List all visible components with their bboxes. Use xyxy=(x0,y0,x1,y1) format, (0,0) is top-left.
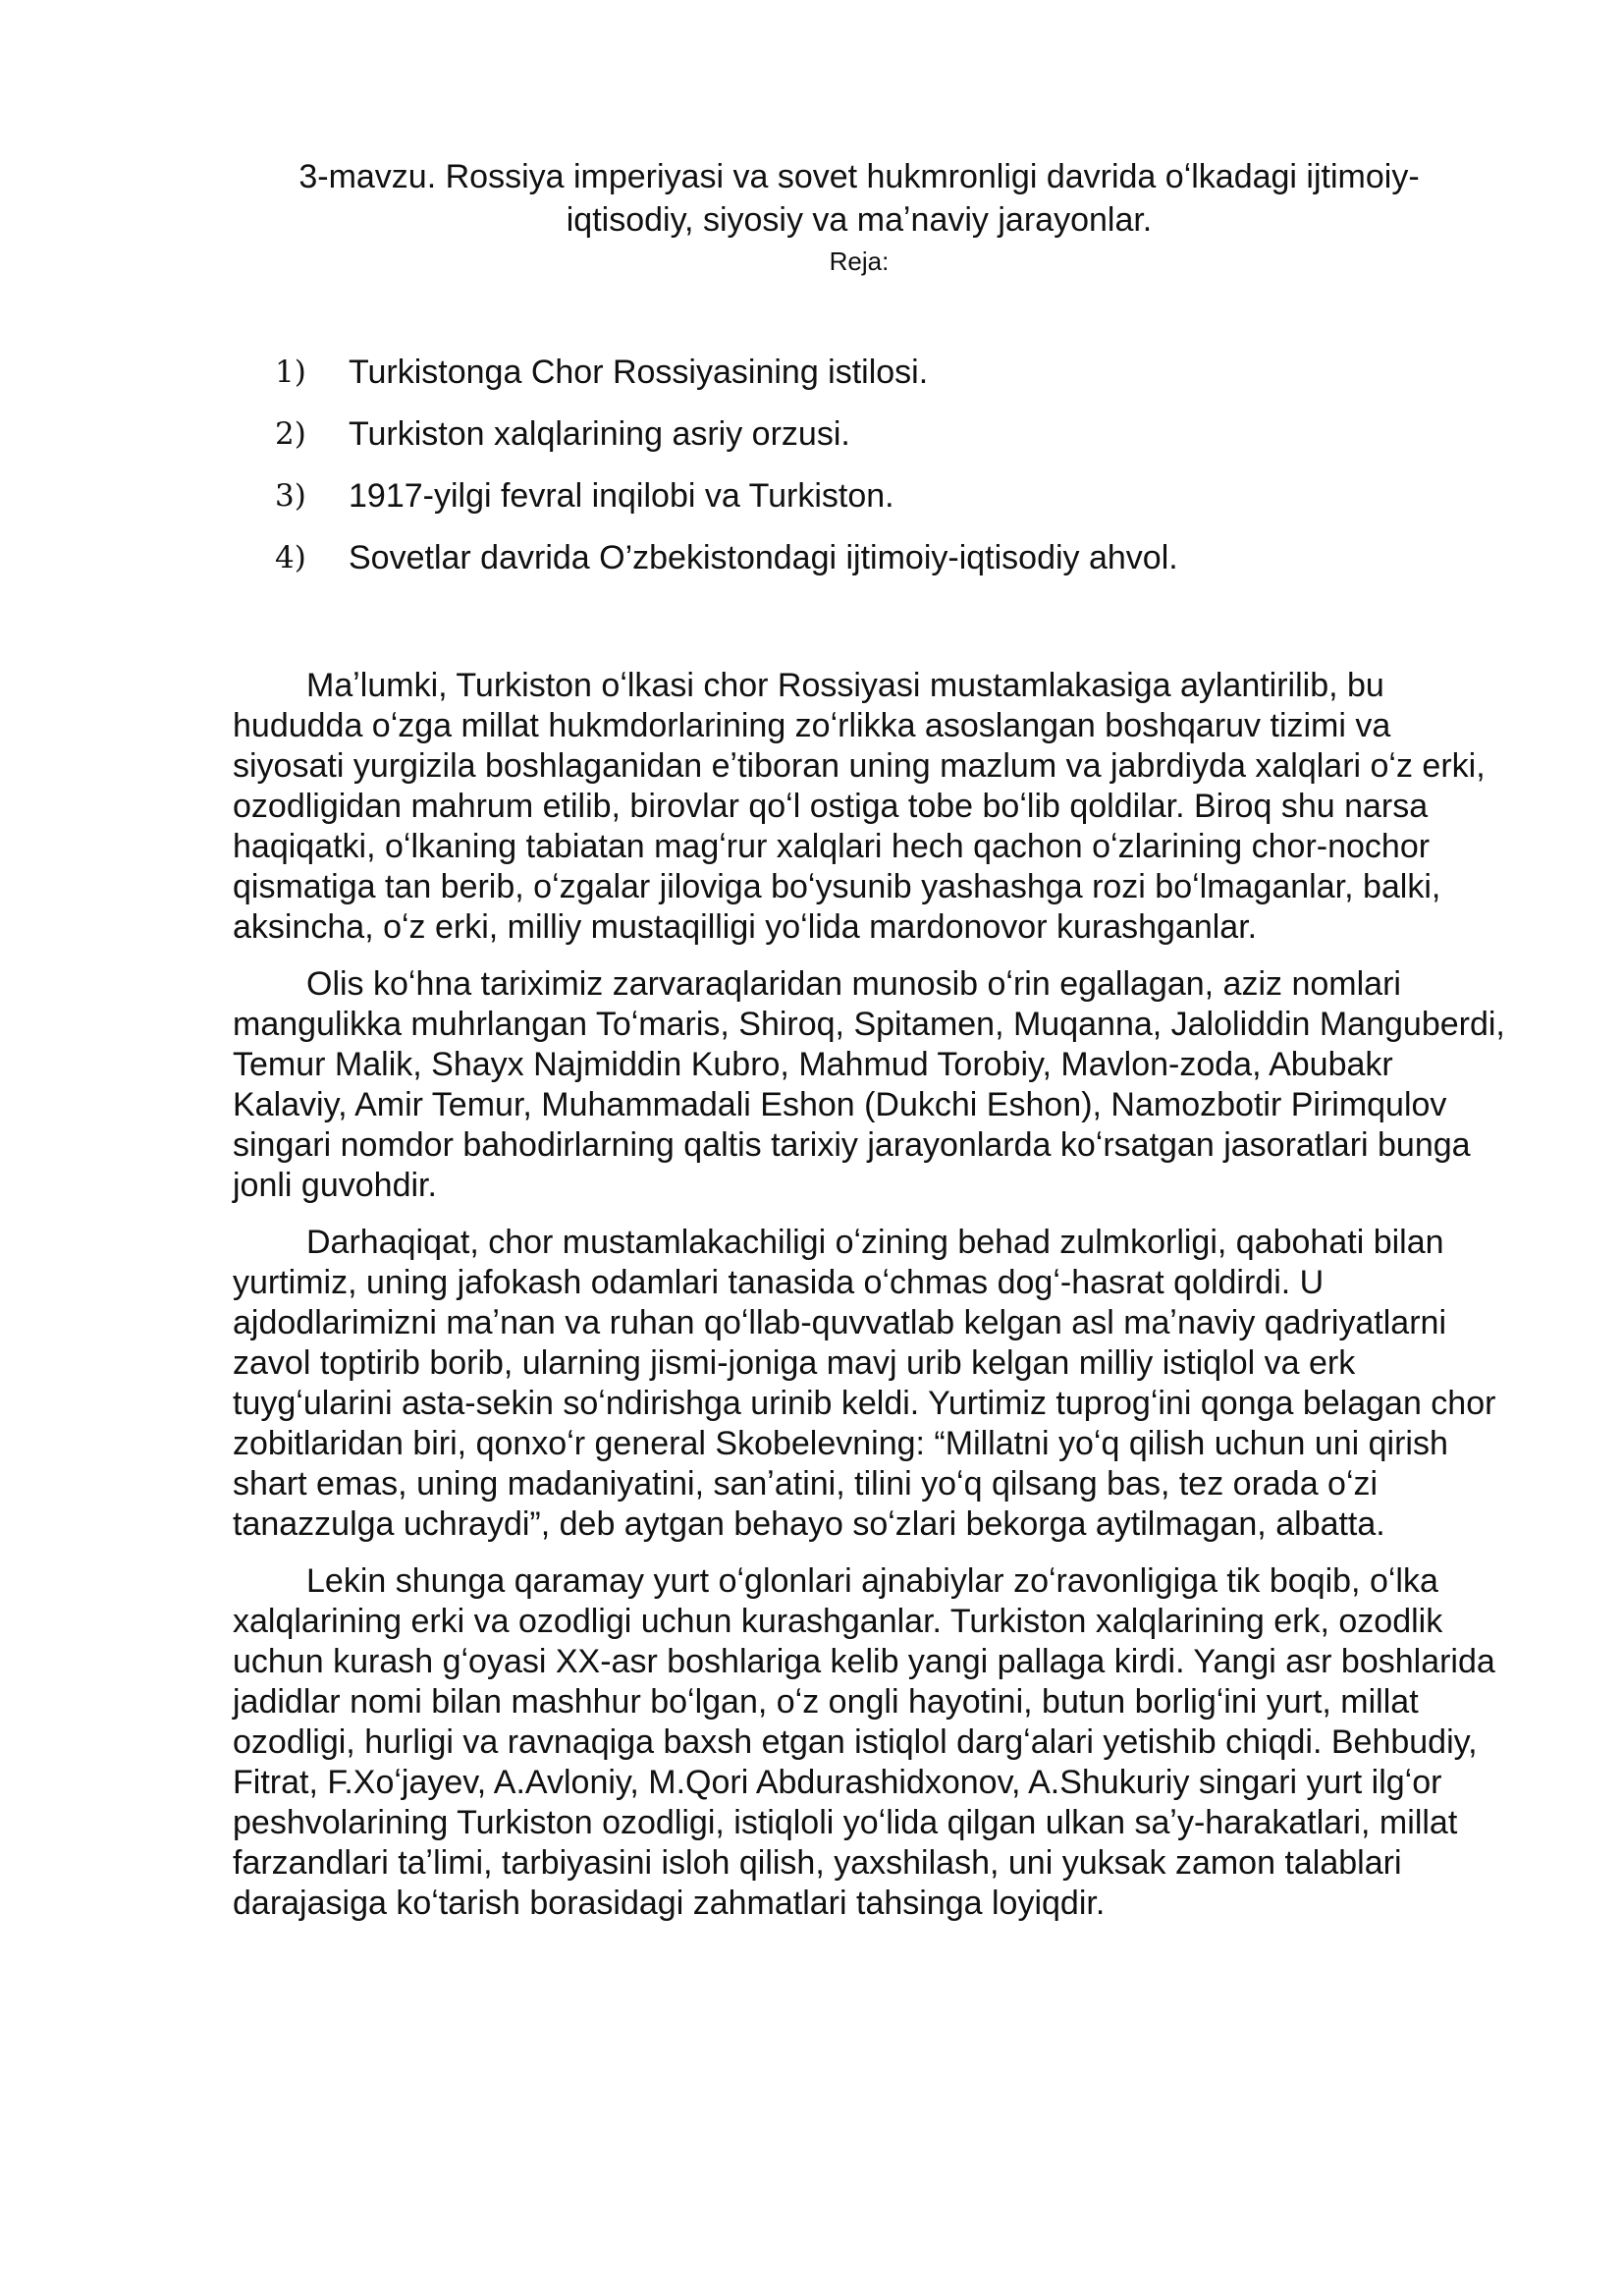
title-line-2: iqtisodiy, siyosiy va maʼnaviy jarayonlar. xyxy=(566,201,1153,239)
plan-item-text: Turkistonga Chor Rossiyasining istilosi. xyxy=(349,354,929,391)
paragraph: Lekin shunga qaramay yurt oʻglonlari ajnabiylar zoʻravonligiga tik boqib, oʻlka xalqlarining erki va ozodligi uchun kurashganlar. Turkiston xalqlarining erk, ozodlik uchun kurash gʻoyasi XX-asr boshlariga kelib yangi pallaga kirdi. Yangi asr boshlarida jadidlar nomi bilan mashhur boʻlgan, oʻz ongli hayotini, butun borligʻini yurt, millat ozodligi, hurligi va ravnaqiga baxsh etgan istiqlol dargʻalari yetishib chiqdi. Behbudiy, Fitrat, F.Xoʻjayev, A.Avloniy, M.Qori Abdurashidxonov, A.Shukuriy singari yurt ilgʻor peshvolarining Turkiston ozodligi, istiqloli yoʻlida qilgan ulkan saʼy-harakatlari, millat farzandlari taʼlimi, tarbiyasini isloh qilish, yaxshilash, uni yuksak zamon talablari darajasiga koʻtarish borasidagi zahmatlari tahsinga loyiqdir. xyxy=(233,1562,1495,1922)
title-line-1: 3-mavzu. Rossiya imperiyasi va sovet hukmronligi davrida oʻlkadagi ijtimoiy- xyxy=(298,158,1420,195)
plan-item-number: 4) xyxy=(275,540,306,575)
paragraph: Olis koʻhna tariximiz zarvaraqlaridan munosib oʻrin egallagan, aziz nomlari mangulikka muhrlangan Toʻmaris, Shiroq, Spitamen, Muqanna, Jaloliddin Manguberdi, Temur Malik, Shayx Najmiddin Kubro, Mahmud Torobiy, Mavlon-zoda, Abubakr Kalaviy, Amir Temur, Muhammadali Eshon (Dukchi Eshon), Namozbotir Pirimqulov singari nomdor bahodirlarning qaltis tarixiy jarayonlarda koʻrsatgan jasoratlari bunga jonli guvohdir. xyxy=(233,965,1505,1204)
body-text xyxy=(233,666,1509,1941)
plan-item xyxy=(275,536,1404,598)
document-title xyxy=(245,155,1473,242)
plan-item-text: 1917-yilgi fevral inqilobi va Turkiston. xyxy=(349,477,894,515)
plan-item-text: Sovetlar davrida O’zbekistondagi ijtimoiy-iqtisodiy ahvol. xyxy=(349,539,1178,576)
plan-item-number: 2) xyxy=(275,416,306,452)
plan-item xyxy=(275,474,1404,536)
plan-heading: Reja: xyxy=(829,246,890,276)
paragraph: Darhaqiqat, chor mustamlakachiligi oʻzining behad zulmkorligi, qabohati bilan yurtimiz, uning jafokash odamlari tanasida oʻchmas dogʻ-hasrat qoldirdi. U ajdodlarimizni maʼnan va ruhan qoʻllab-quvvatlab kelgan asl maʼnaviy qadriyatlarni zavol toptirib borib, ularning jismi-joniga mavj urib kelgan milliy istiqlol va erk tuygʻularini asta-sekin soʻndirishga urinib keldi. Yurtimiz tuprogʻini qonga belagan chor zobitlaridan biri, qonxoʻr general Skobelevning: “Millatni yoʻq qilish uchun uni qirish shart emas, uning madaniyatini, sanʼatini, tilini yoʻq qilsang bas, tez orada oʻzi tanazzulga uchraydi”, deb aytgan behayo soʻzlari bekorga aytilmagan, albatta. xyxy=(233,1224,1496,1543)
paragraph: Maʼlumki, Turkiston oʻlkasi chor Rossiyasi mustamlakasiga aylantirilib, bu hududda oʻzga millat hukmdorlarining zoʻrlikka asoslangan boshqaruv tizimi va siyosati yurgizila boshlaganidan eʼtiboran uning mazlum va jabrdiyda xalqlari oʻz erki, ozodligidan mahrum etilib, birovlar qoʻl ostiga tobe boʻlib qoldilar. Biroq shu narsa haqiqatki, oʻlkaning tabiatan magʻrur xalqlari hech qachon oʻzlarining chor-nochor qismatiga tan berib, oʻzgalar jiloviga boʻysunib yashashga rozi boʻlmaganlar, balki, aksincha, oʻz erki, milliy mustaqilligi yoʻlida mardonovor kurashganlar. xyxy=(233,667,1486,946)
plan-list xyxy=(275,351,1404,598)
plan-item xyxy=(275,412,1404,474)
plan-item-number: 1) xyxy=(275,355,306,390)
plan-item-text: Turkiston xalqlarining asriy orzusi. xyxy=(349,415,850,453)
plan-item xyxy=(275,351,1404,412)
plan-item-number: 3) xyxy=(275,478,306,514)
